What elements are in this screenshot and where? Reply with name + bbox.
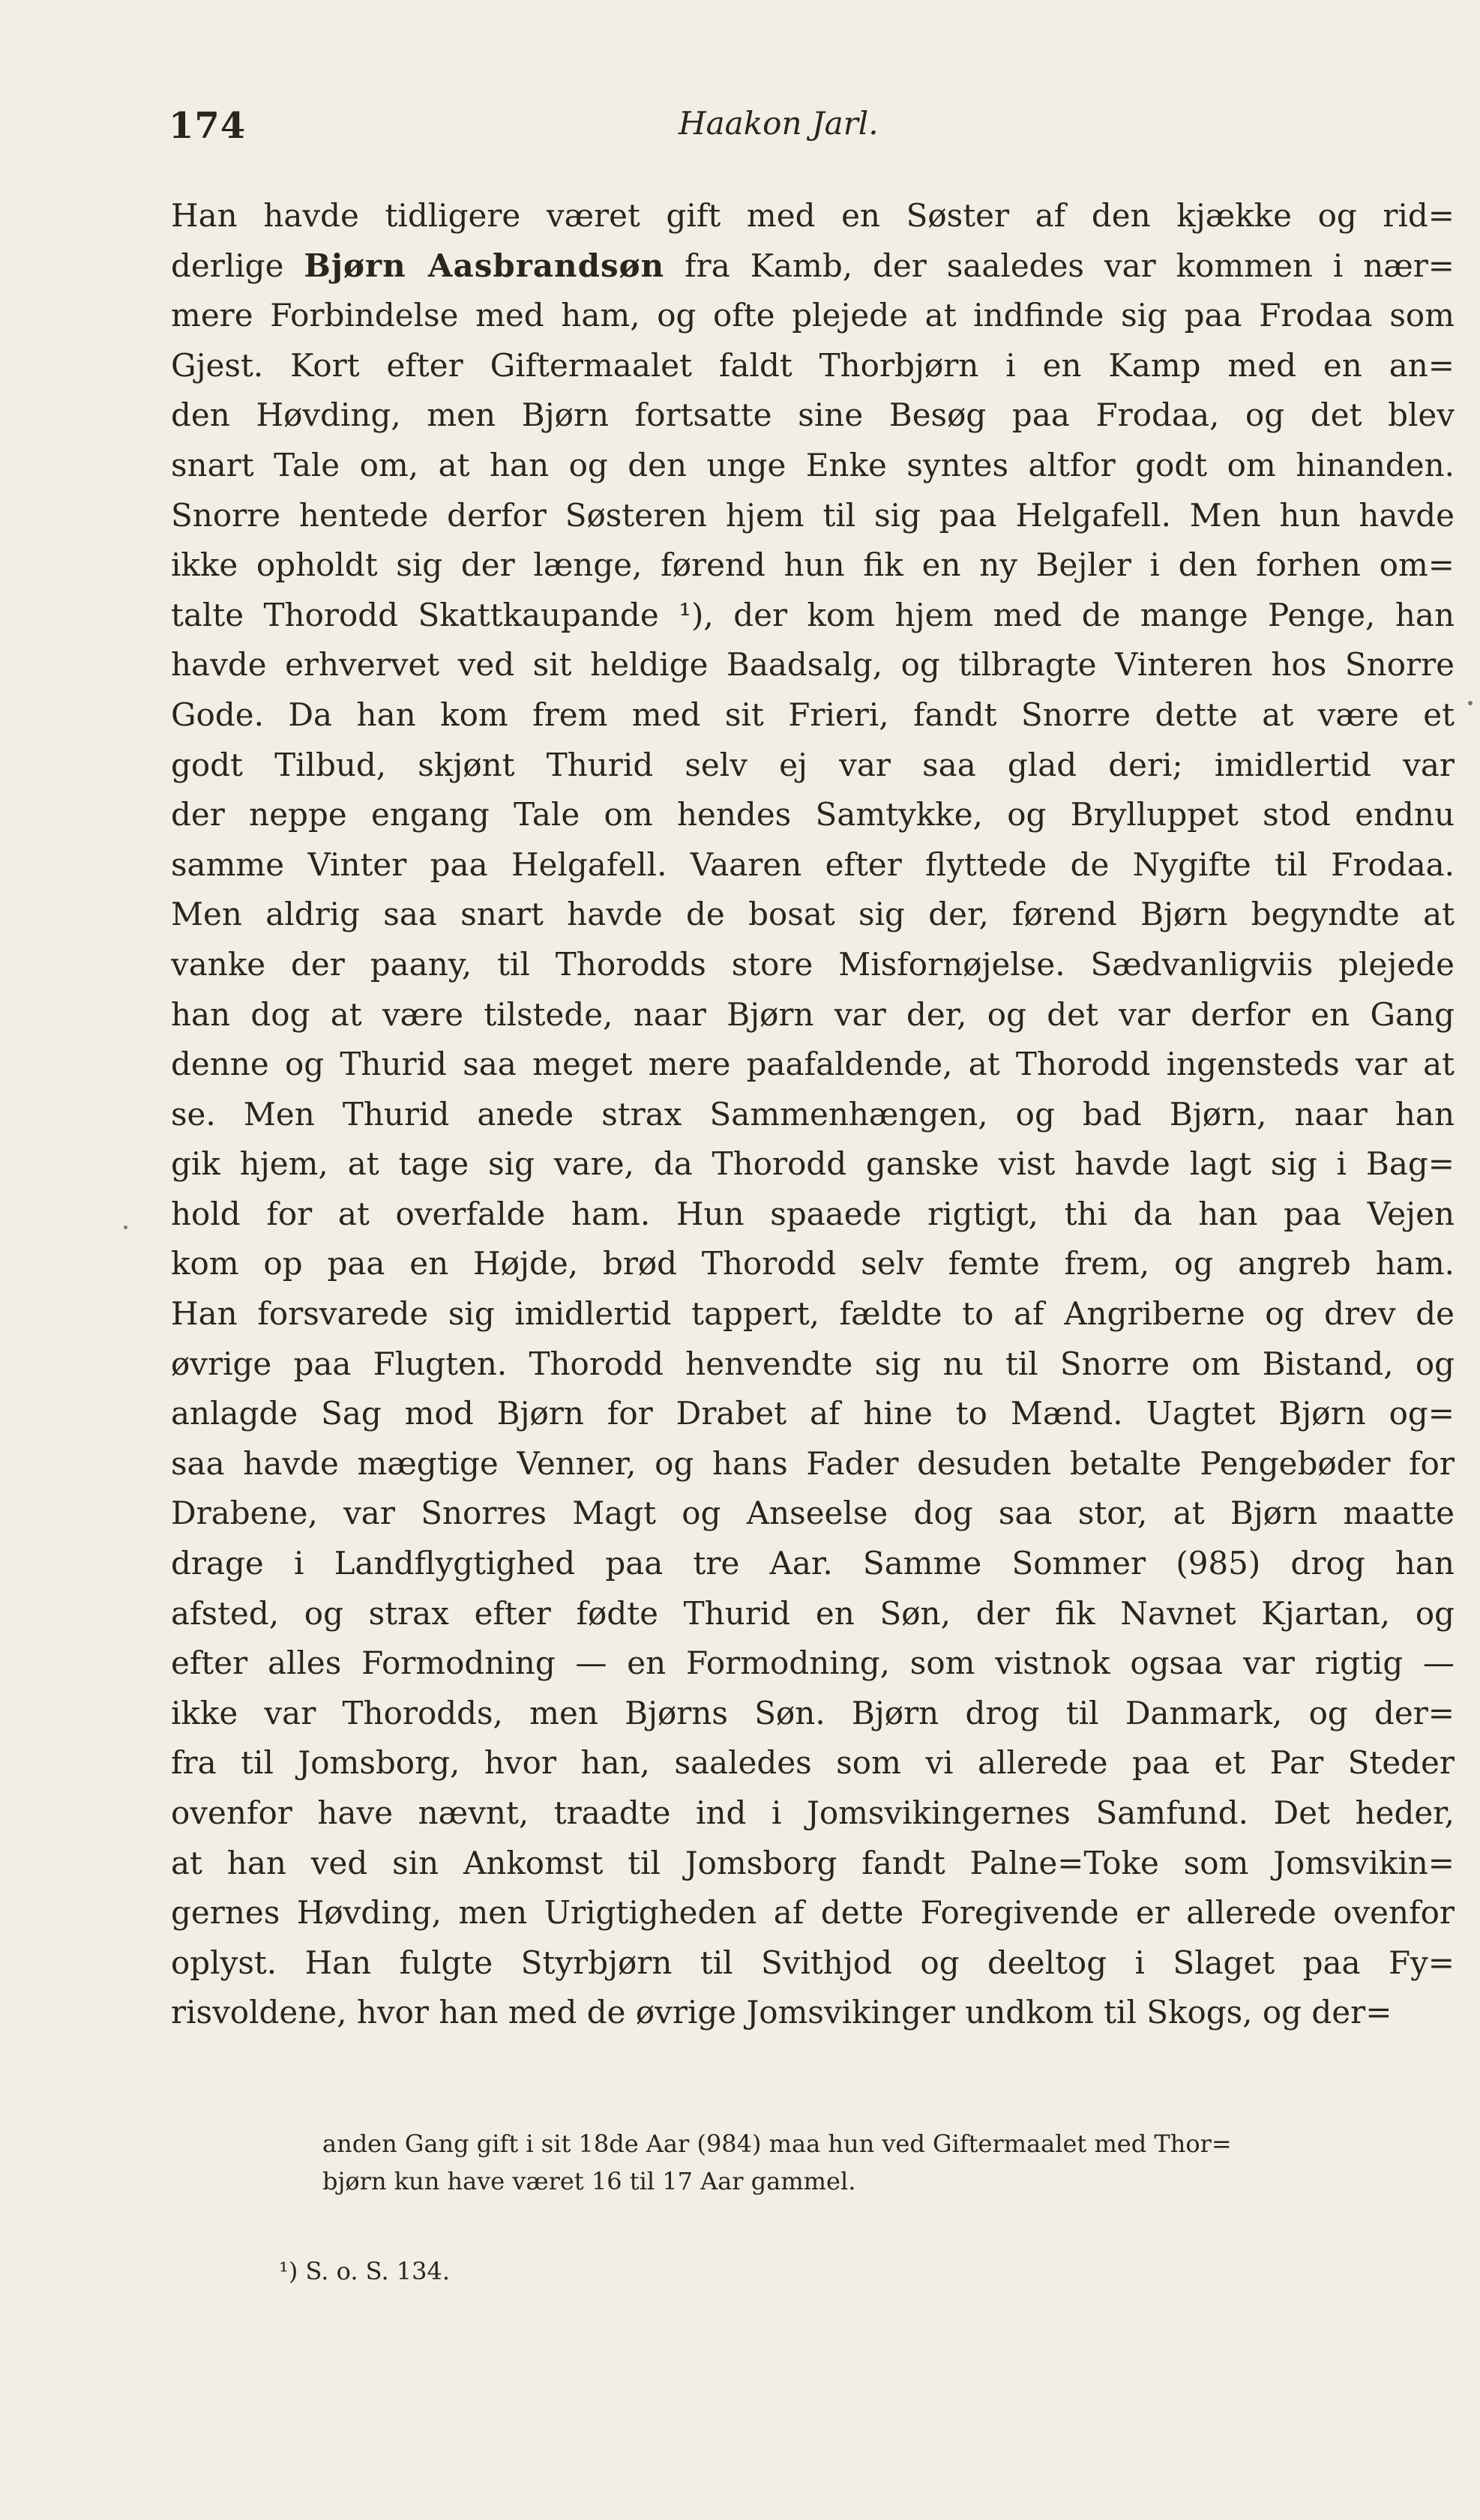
- text-line: gik hjem, at tage sig vare, da Thorodd ganske vist havde lagt sig i Bag=: [171, 1145, 1455, 1183]
- text-line: at han ved sin Ankomst til Jomsborg fandt Palne=Toke som Jomsvikin=: [171, 1844, 1455, 1881]
- text-line: øvrige paa Flugten. Thorodd henvendte sig nu til Snorre om Bistand, og: [171, 1345, 1455, 1382]
- text-line: denne og Thurid saa meget mere paafaldende, at Thorodd ingensteds var at: [171, 1046, 1455, 1083]
- text-line: hold for at overfalde ham. Hun spaaede rigtigt, thi da han paa Vejen: [171, 1195, 1455, 1232]
- text-line: snart Tale om, at han og den unge Enke syntes altfor godt om hinanden.: [171, 446, 1455, 483]
- body-text: [171, 191, 1455, 2038]
- text-line: oplyst. Han fulgte Styrbjørn til Svithjod og deeltog i Slaget paa Fy=: [171, 1944, 1455, 1981]
- text-line: fra til Jomsborg, hvor han, saaledes som vi allerede paa et Par Steder: [171, 1744, 1455, 1782]
- text-line: anlagde Sag mod Bjørn for Drabet af hine to Mænd. Uagtet Bjørn og=: [171, 1395, 1455, 1432]
- text-line: Han forsvarede sig imidlertid tappert, fældte to af Angriberne og drev de: [171, 1295, 1455, 1333]
- text-line: derlige Bjørn Aasbrandsøn fra Kamb, der saaledes var kommen i nær=: [171, 247, 1455, 284]
- text-line: Han havde tidligere været gift med en Søster af den kjække og rid=: [171, 197, 1455, 234]
- text-line: saa havde mægtige Venner, og hans Fader desuden betalte Pengebøder for: [171, 1444, 1455, 1482]
- margin-speck: [124, 1226, 127, 1229]
- text-line: der neppe engang Tale om hendes Samtykke, og Brylluppet stod endnu: [171, 796, 1455, 834]
- footnote-reference: ¹) S. o. S. 134.: [279, 2257, 451, 2285]
- text-line: samme Vinter paa Helgafell. Vaaren efter flyttede de Nygifte til Frodaa.: [171, 845, 1455, 883]
- text-line: afsted, og strax efter fødte Thurid en Søn, der fik Navnet Kjartan, og: [171, 1594, 1455, 1632]
- text-line: Men aldrig saa snart havde de bosat sig der, førend Bjørn begyndte at: [171, 896, 1455, 933]
- text-line: se. Men Thurid anede strax Sammenhængen, og bad Bjørn, naar han: [171, 1095, 1455, 1133]
- text-line: Snorre hentede derfor Søsteren hjem til sig paa Helgafell. Men hun havde: [171, 496, 1455, 534]
- margin-speck: [1468, 701, 1473, 705]
- running-title: Haakon Jarl.: [679, 105, 879, 142]
- footnote-line: bjørn kun have været 16 til 17 Aar gammel.: [322, 2167, 856, 2195]
- footnote-continuation: [322, 2125, 1455, 2200]
- footnote-line: anden Gang gift i sit 18de Aar (984) maa hun ved Giftermaalet med Thor=: [322, 2129, 1232, 2158]
- text-line: vanke der paany, til Thorodds store Misfornøjelse. Sædvanligviis plejede: [171, 945, 1455, 983]
- text-line: han dog at være tilstede, naar Bjørn var der, og det var derfor en Gang: [171, 995, 1455, 1033]
- text-line: godt Tilbud, skjønt Thurid selv ej var saa glad deri; imidlertid var: [171, 746, 1455, 783]
- text-line: kom op paa en Højde, brød Thorodd selv femte frem, og angreb ham.: [171, 1245, 1455, 1282]
- emphasized-name: Bjørn Aasbrandsøn: [304, 247, 665, 284]
- text-line: risvoldene, hvor han med de øvrige Jomsvikinger undkom til Skogs, og der=: [171, 1994, 1392, 2031]
- text-line: havde erhvervet ved sit heldige Baadsalg, og tilbragte Vinteren hos Snorre: [171, 646, 1455, 684]
- text-line: mere Forbindelse med ham, og ofte plejede at indfinde sig paa Frodaa som: [171, 297, 1455, 334]
- text-line: gernes Høvding, men Urigtigheden af dette Foregivende er allerede ovenfor: [171, 1894, 1455, 1932]
- text-line: ikke opholdt sig der længe, førend hun fik en ny Bejler i den forhen om=: [171, 546, 1455, 584]
- text-line: Gjest. Kort efter Giftermaalet faldt Thorbjørn i en Kamp med en an=: [171, 346, 1455, 384]
- text-line: drage i Landflygtighed paa tre Aar. Samme Sommer (985) drog han: [171, 1545, 1455, 1582]
- text-line: ikke var Thorodds, men Bjørns Søn. Bjørn drog til Danmark, og der=: [171, 1694, 1455, 1731]
- text-line: ovenfor have nævnt, traadte ind i Jomsvikingernes Samfund. Det heder,: [171, 1794, 1455, 1831]
- text-line: Drabene, var Snorres Magt og Anseelse dog saa stor, at Bjørn maatte: [171, 1495, 1455, 1532]
- page-number: 174: [169, 105, 247, 147]
- page-header: [169, 105, 1458, 165]
- text-line: talte Thorodd Skattkaupande ¹), der kom hjem med de mange Penge, han: [171, 596, 1455, 633]
- text-line: Gode. Da han kom frem med sit Frieri, fandt Snorre dette at være et: [171, 696, 1455, 733]
- text-line: efter alles Formodning — en Formodning, som vistnok ogsaa var rigtig —: [171, 1645, 1455, 1682]
- text-line: den Høvding, men Bjørn fortsatte sine Besøg paa Frodaa, og det blev: [171, 397, 1455, 434]
